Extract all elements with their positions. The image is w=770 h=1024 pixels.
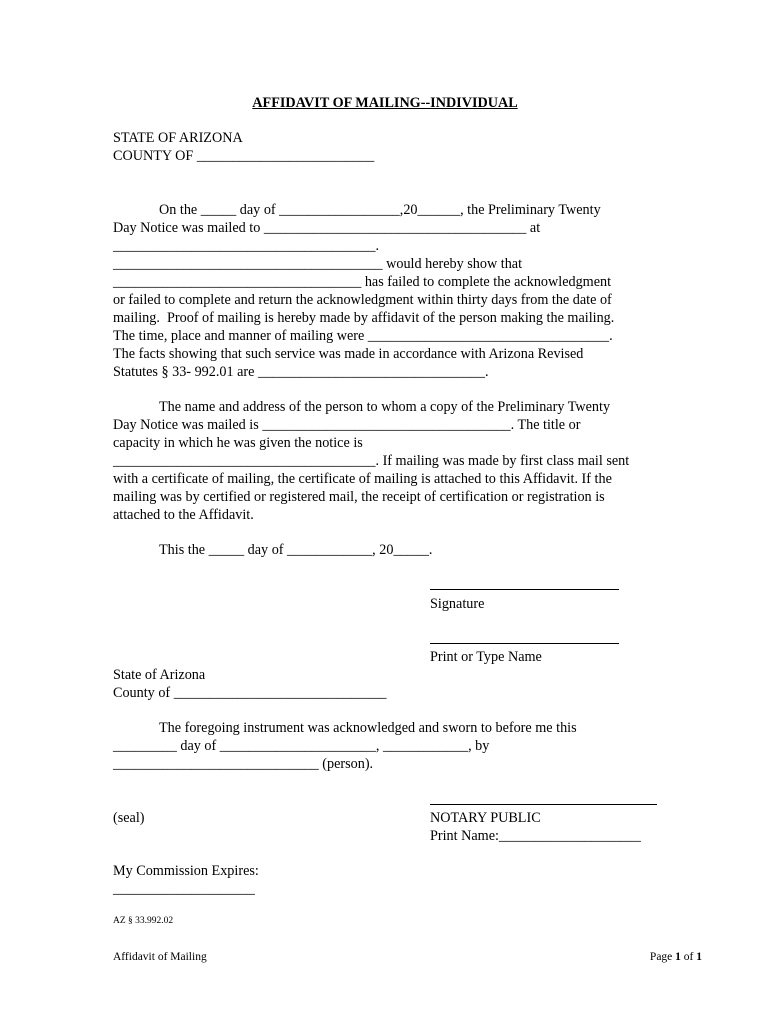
para1-line: Day Notice was mailed to _____________________________________ at xyxy=(113,220,541,236)
para2-line: with a certificate of mailing, the certificate of mailing is attached to this Affidavit. If the xyxy=(113,471,612,487)
para1-line: or failed to complete and return the acknowledgment within thirty days from the date of xyxy=(113,292,612,308)
page-of: of xyxy=(680,951,697,963)
print-name-line xyxy=(430,643,619,644)
commission-label: My Commission Expires: xyxy=(113,863,259,879)
para1-line: On the _____ day of _________________,20______, the Preliminary Twenty xyxy=(159,202,601,218)
signature-line xyxy=(430,589,619,590)
para1-line: _____________________________________. xyxy=(113,238,380,254)
jurat-line: _____________________________ (person). xyxy=(113,756,374,772)
para1-line: Statutes § 33- 992.01 are ________________________________. xyxy=(113,364,489,380)
commission-blank: ____________________ xyxy=(113,881,255,897)
notary-print-name: Print Name:____________________ xyxy=(430,828,641,844)
seal-label: (seal) xyxy=(113,810,145,826)
para2-line: mailing was by certified or registered mail, the receipt of certification or registration is xyxy=(113,489,605,505)
notary-signature-line xyxy=(430,804,657,805)
dated-line: This the _____ day of ____________, 20_____. xyxy=(159,542,433,558)
signature-label: Signature xyxy=(430,596,485,612)
print-name-label: Print or Type Name xyxy=(430,649,542,665)
venue-state: STATE OF ARIZONA xyxy=(113,130,243,146)
page-total: 1 xyxy=(696,951,702,963)
para2-line: The name and address of the person to whom a copy of the Preliminary Twenty xyxy=(159,399,611,415)
venue-county: COUNTY OF _________________________ xyxy=(113,148,375,164)
para2-line: _____________________________________. If mailing was made by first class mail sent xyxy=(113,453,630,469)
para1-line: The time, place and manner of mailing were __________________________________. xyxy=(113,328,613,344)
para2-line: attached to the Affidavit. xyxy=(113,507,254,523)
para2-line: capacity in which he was given the notice is xyxy=(113,435,363,451)
notary-venue-county: County of ______________________________ xyxy=(113,685,387,701)
jurat-line: _________ day of ______________________, ____________, by xyxy=(113,738,490,754)
document-title: AFFIDAVIT OF MAILING--INDIVIDUAL xyxy=(252,95,518,111)
page-current: 1 xyxy=(675,951,681,963)
jurat-line: The foregoing instrument was acknowledged and sworn to before me this xyxy=(159,720,577,736)
para1-line: The facts showing that such service was made in accordance with Arizona Revised xyxy=(113,346,584,362)
para2-line: Day Notice was mailed is ___________________________________. The title or xyxy=(113,417,581,433)
footer-page-number xyxy=(650,948,702,966)
footer-doc-name: Affidavit of Mailing xyxy=(113,951,207,963)
para1-line: ___________________________________ has failed to complete the acknowledgment xyxy=(113,274,612,290)
notary-venue-state: State of Arizona xyxy=(113,667,206,683)
notary-public-label: NOTARY PUBLIC xyxy=(430,810,541,826)
statute-reference: AZ § 33.992.02 xyxy=(113,916,174,926)
para1-line: ______________________________________ would hereby show that xyxy=(113,256,523,272)
para1-line: mailing. Proof of mailing is hereby made by affidavit of the person making the mailing. xyxy=(113,310,615,326)
page-prefix: Page xyxy=(649,951,676,963)
